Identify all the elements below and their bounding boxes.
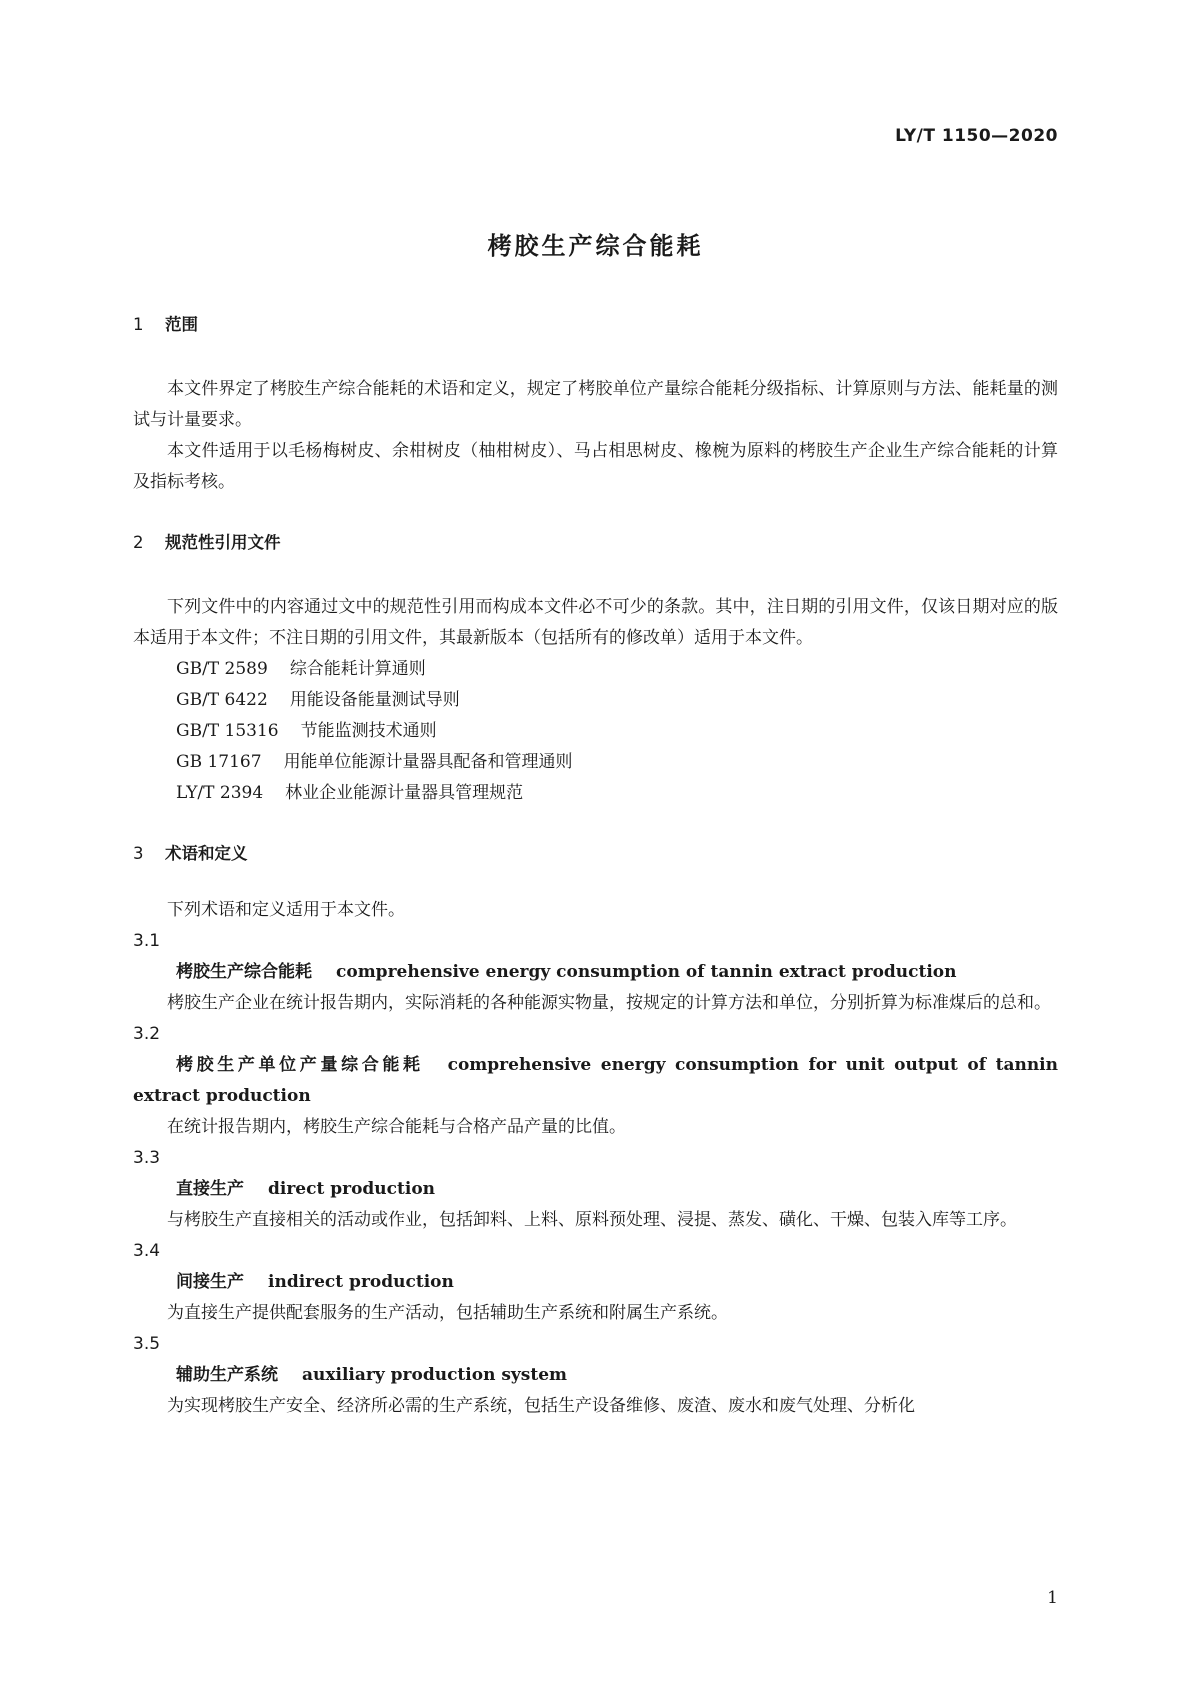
- term-definition: 栲胶生产企业在统计报告期内，实际消耗的各种能源实物量，按规定的计算方法和单位，分别折算为标准煤后的总和。: [167, 993, 1051, 1013]
- page-number: 1: [1047, 1588, 1058, 1608]
- paragraph: 下列术语和定义适用于本文件。: [167, 900, 405, 920]
- term-en: direct production: [268, 1179, 436, 1199]
- term-heading: [133, 1050, 1058, 1112]
- paragraph: 下列文件中的内容通过文中的规范性引用而构成本文件必不可少的条款。其中，注日期的引用文件，仅该日期对应的版本适用于本文件；不注日期的引用文件，其最新版本（包括所有的修改单）适用于本文件。: [133, 597, 1058, 648]
- section-heading: [133, 528, 1058, 558]
- reference-item: [133, 685, 1058, 716]
- term-definition: 在统计报告期内，栲胶生产综合能耗与合格产品产量的比值。: [167, 1117, 626, 1137]
- document-body: [133, 310, 1058, 1422]
- reference-item: [133, 778, 1058, 809]
- reference-code: GB/T 2589: [176, 659, 268, 679]
- section-title: 范围: [165, 315, 198, 334]
- section-number: 3: [133, 844, 144, 863]
- reference-title: 节能监测技术通则: [300, 721, 437, 741]
- term-number: 3.5: [133, 1334, 161, 1354]
- section-heading: [133, 839, 1058, 869]
- term-heading: [133, 1174, 1058, 1205]
- term-zh: 直接生产: [176, 1179, 244, 1199]
- term-number: 3.2: [133, 1024, 161, 1044]
- section-number: 1: [133, 315, 144, 334]
- reference-title: 林业企业能源计量器具管理规范: [285, 783, 524, 803]
- term-number: 3.3: [133, 1148, 161, 1168]
- term-definition: 为直接生产提供配套服务的生产活动，包括辅助生产系统和附属生产系统。: [167, 1303, 728, 1323]
- term-number: 3.1: [133, 931, 161, 951]
- section-number: 2: [133, 533, 144, 552]
- reference-code: LY/T 2394: [176, 783, 264, 803]
- term-heading: [133, 957, 1058, 988]
- reference-item: [133, 654, 1058, 685]
- term-definition: 与栲胶生产直接相关的活动或作业，包括卸料、上料、原料预处理、浸提、蒸发、磺化、干燥、包装入库等工序。: [167, 1210, 1017, 1230]
- reference-item: [133, 716, 1058, 747]
- term-zh: 辅助生产系统: [176, 1365, 278, 1385]
- reference-title: 用能设备能量测试导则: [289, 690, 460, 710]
- term-en: comprehensive energy consumption for unit output of tannin extract production: [133, 1055, 1058, 1106]
- term-zh: 栲胶生产综合能耗: [176, 962, 312, 982]
- section-heading: [133, 310, 1058, 340]
- term-heading: [133, 1267, 1058, 1298]
- section-title: 规范性引用文件: [165, 533, 281, 552]
- reference-title: 用能单位能源计量器具配备和管理通则: [283, 752, 573, 772]
- reference-code: GB/T 6422: [176, 690, 268, 710]
- term-definition: 为实现栲胶生产安全、经济所必需的生产系统，包括生产设备维修、废渣、废水和废气处理、分析化: [167, 1396, 915, 1416]
- term-en: auxiliary production system: [302, 1365, 568, 1385]
- reference-item: [133, 747, 1058, 778]
- term-number: 3.4: [133, 1241, 161, 1261]
- term-en: indirect production: [268, 1272, 454, 1292]
- reference-code: GB/T 15316: [176, 721, 279, 741]
- term-zh: 间接生产: [176, 1272, 244, 1292]
- term-en: comprehensive energy consumption of tannin extract production: [336, 962, 957, 982]
- paragraph: 本文件适用于以毛杨梅树皮、余柑树皮（柚柑树皮）、马占相思树皮、橡椀为原料的栲胶生产企业生产综合能耗的计算及指标考核。: [133, 441, 1058, 492]
- document-title: 栲胶生产综合能耗: [487, 232, 704, 260]
- standard-code: LY/T 1150—2020: [895, 126, 1058, 146]
- section-title: 术语和定义: [165, 844, 248, 863]
- term-zh: 栲胶生产单位产量综合能耗: [176, 1055, 424, 1075]
- paragraph: 本文件界定了栲胶生产综合能耗的术语和定义，规定了栲胶单位产量综合能耗分级指标、计算原则与方法、能耗量的测试与计量要求。: [133, 379, 1058, 430]
- term-heading: [133, 1360, 1058, 1391]
- reference-title: 综合能耗计算通则: [289, 659, 426, 679]
- reference-code: GB 17167: [176, 752, 262, 772]
